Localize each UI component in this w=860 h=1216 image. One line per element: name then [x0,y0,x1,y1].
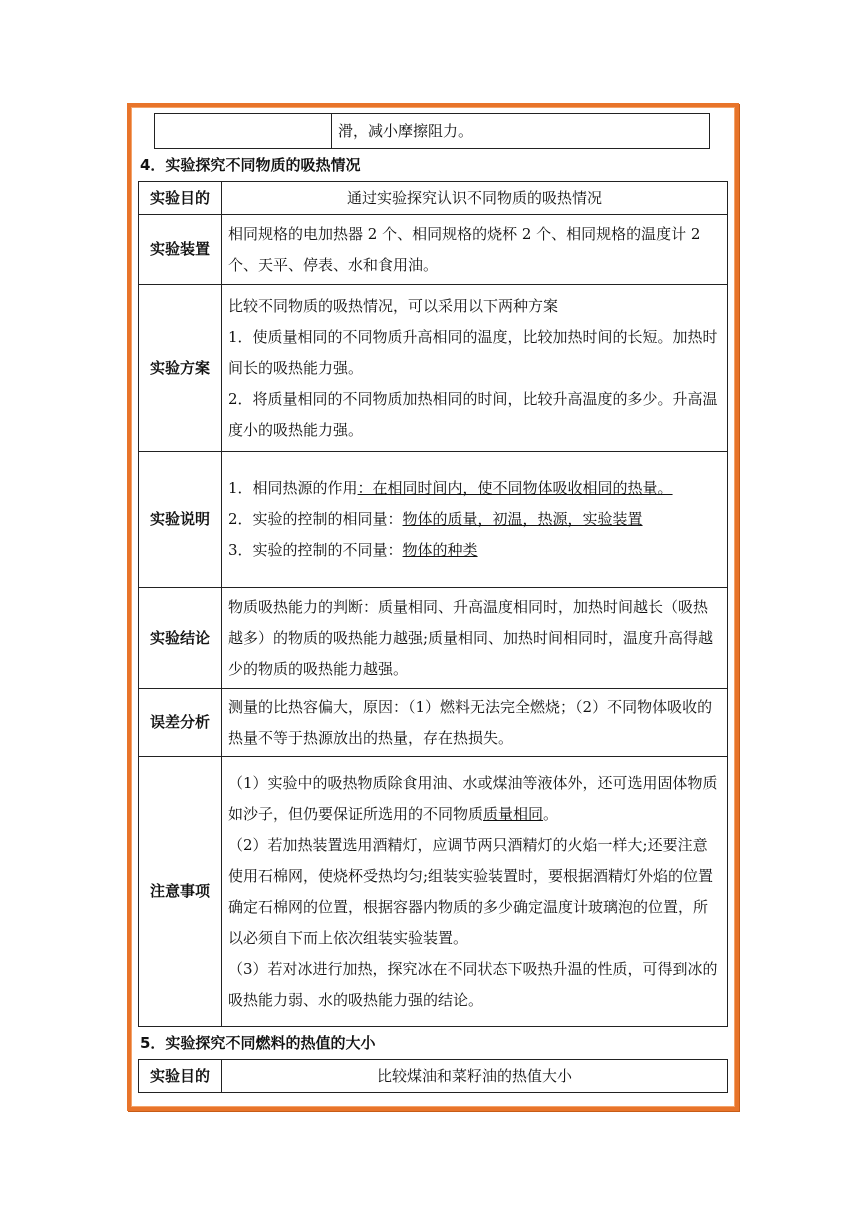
table-row [139,182,728,215]
caution-1 [228,768,721,830]
table-row [139,285,728,452]
purpose-label-5: 实验目的 [139,1060,222,1093]
purpose-label: 实验目的 [139,182,222,215]
table-row [139,1060,728,1093]
note-1-answer: ：在相同时间内，使不同物体吸收相同的热量。 [357,479,673,497]
previous-table-tail [154,113,710,149]
note-3-prefix: 3．实验的控制的不同量： [228,541,403,559]
caution-cell [222,757,728,1027]
table-row [155,114,710,149]
apparatus-label: 实验装置 [139,215,222,285]
error-label: 误差分析 [139,689,222,757]
plan-cell [222,285,728,452]
section4-heading: 4．实验探究不同物质的吸热情况 [140,156,361,174]
caution-1-answer: 质量相同 [483,804,544,823]
notes-cell [222,452,728,588]
table-row [139,452,728,588]
caution-1-suffix: 。 [543,804,559,823]
conclusion-label: 实验结论 [139,588,222,689]
table-row [139,757,728,1027]
plan-item-2: 2．将质量相同的不同物质加热相同的时间，比较升高温度的多少。升高温度小的吸热能力强。 [228,389,718,439]
caution-3: （3）若对冰进行加热，探究冰在不同状态下吸热升温的性质，可得到冰的吸热能力弱、水的吸热能力强的结论。 [228,959,718,1009]
purpose-text: 通过实验探究认识不同物质的吸热情况 [222,182,728,215]
plan-label: 实验方案 [139,285,222,452]
document-content [138,107,728,1107]
caution-2: （2）若加热装置选用酒精灯，应调节两只酒精灯的火焰一样大;还要注意使用石棉网，使烧杯受热均匀;组装实验装置时，要根据酒精灯外焰的位置确定石棉网的位置，根据容器内物质的多少确定温度计玻璃泡的位置，所以必须自下而上依次组装实验装置。 [228,835,714,947]
section4-table [138,181,728,1027]
note-1 [228,473,721,504]
notes-label: 实验说明 [139,452,222,588]
error-text: 测量的比热容偏大，原因：（1）燃料无法完全燃烧；（2）不同物体吸收的热量不等于热源放出的热量，存在热损失。 [222,689,728,757]
note-2-prefix: 2．实验的控制的相同量： [228,510,403,528]
conclusion-text: 物质吸热能力的判断：质量相同、升高温度相同时，加热时间越长（吸热越多）的物质的吸热能力越强;质量相同、加热时间相同时，温度升高得越少的物质的吸热能力越强。 [222,588,728,689]
note-2-answer: 物体的质量，初温，热源，实验装置 [402,510,643,528]
apparatus-text: 相同规格的电加热器 2 个、相同规格的烧杯 2 个、相同规格的温度计 2 个、天平、停表、水和食用油。 [222,215,728,285]
note-3-answer: 物体的种类 [402,541,478,559]
section5-table [138,1059,728,1093]
empty-cell [155,114,332,149]
plan-item-1: 1．使质量相同的不同物质升高相同的温度，比较加热时间的长短。加热时间长的吸热能力强。 [228,327,718,377]
table-row [139,689,728,757]
note-3 [228,535,721,566]
note-2 [228,504,721,535]
plan-intro: 比较不同物质的吸热情况，可以采用以下两种方案 [228,296,559,315]
document-frame [127,103,739,1111]
caution-label: 注意事项 [139,757,222,1027]
section5-heading: 5．实验探究不同燃料的热值的大小 [140,1034,376,1052]
table-row [139,215,728,285]
table-row [139,588,728,689]
purpose-text-5: 比较煤油和菜籽油的热值大小 [222,1060,728,1093]
top-row-text: 滑，减小摩擦阻力。 [332,114,710,149]
note-1-prefix: 1．相同热源的作用 [228,479,358,497]
caution-1-prefix: （1）实验中的吸热物质除食用油、水或煤油等液体外，还可选用固体物质如沙子，但仍要保证所选用的不同物质 [228,773,718,823]
